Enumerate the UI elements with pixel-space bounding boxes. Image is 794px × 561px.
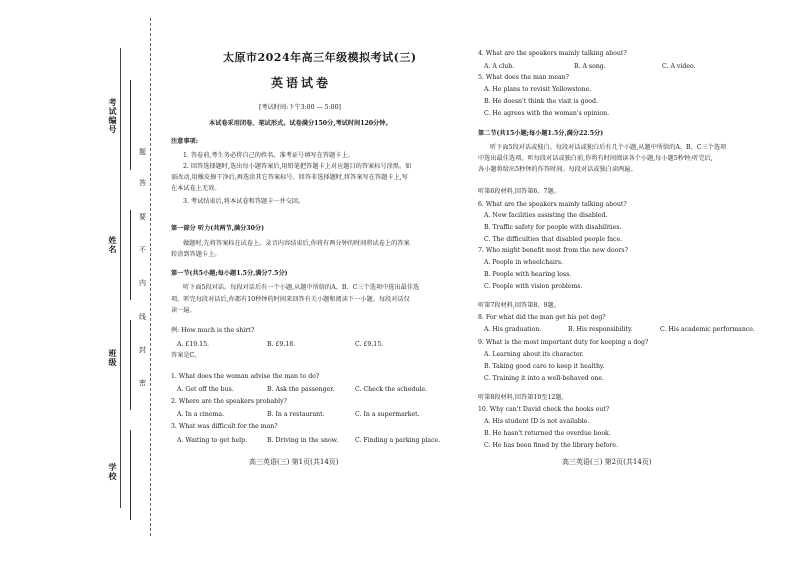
question-text: 5. What does the man mean? — [478, 74, 569, 81]
section1-description: 听下面5段对话。每段对话后有一个小题,从题中所给的A、B、C三个选项中选出最佳选 — [183, 284, 420, 291]
option-c: C. His academic performance. — [660, 326, 755, 333]
section1-description: 项。听完每段对话后,你都有10秒钟的时间来回答有关小题和阅读下一小题。每段对话仅 — [171, 296, 410, 303]
option-b: B. People with hearing loss. — [484, 271, 572, 278]
option-b: B. His responsibility. — [568, 326, 633, 333]
seal-char: 线 — [139, 313, 146, 321]
option-a: A. Learning about its character. — [484, 351, 584, 358]
seal-char: 封 — [139, 346, 146, 354]
notice-line: 需改动,用橡皮擦干净后,再选涂其它答案标号。回答非选择题时,将答案写在答题卡上,写 — [171, 174, 408, 181]
page-footer: 高三英语(三) 第1页(共14页) — [249, 458, 339, 466]
option-a: A. In a cinema. — [177, 411, 225, 418]
section1-title: 第一节(共5小题;每小题1.5分,满分7.5分) — [171, 270, 288, 277]
name-line — [130, 210, 131, 300]
option-a: A. A club. — [484, 63, 515, 70]
question-text: 3. What was difficult for the man? — [171, 423, 278, 430]
option-a: A. Waiting to get help. — [177, 437, 248, 444]
example-option: B. £9.18. — [267, 341, 296, 348]
notice-line: 在本试卷上无效。 — [171, 185, 221, 192]
option-a: A. People in wheelchairs. — [484, 259, 563, 266]
exam-title: 太原市2024年高三年级模拟考试(三) — [223, 51, 417, 64]
seal-char: 要 — [139, 213, 146, 221]
option-c: C. In a supermarket. — [355, 411, 420, 418]
section2-description: 听下面5段对话或独白。每段对话或独白后有几个小题,从题中所给的A、B、C三个选项 — [490, 144, 727, 151]
name-label: 姓名 — [108, 236, 118, 254]
option-b: B. Driving in the snow. — [267, 437, 339, 444]
class-label: 班级 — [108, 349, 118, 367]
subject-title: 英语试卷 — [271, 76, 332, 90]
option-c: C. The difficulties that disabled people face. — [484, 236, 623, 243]
seal-dashed-line — [150, 18, 151, 536]
class-line — [130, 320, 131, 410]
option-a: A. His graduation. — [484, 326, 542, 333]
question-text: 6. What are the speakers mainly talking about? — [478, 201, 627, 208]
option-b: B. He hasn't returned the overdue book. — [484, 430, 611, 437]
option-b: B. Ask the passenger. — [267, 386, 335, 393]
question-text: 7. Who might benefit most from the new doors? — [478, 247, 628, 254]
part1-description: 做题时,先将答案标在试卷上。录音内容结束后,你将有两分钟的时间将试卷上的答案 — [183, 240, 410, 247]
seal-char: 题 — [139, 148, 146, 156]
section2-title: 第二节(共15小题;每小题1.5分,满分22.5分) — [478, 130, 604, 137]
option-c: C. People with vision problems. — [484, 283, 583, 290]
margin-rule — [120, 48, 121, 508]
question-text: 10. Why can't David check the books out? — [478, 406, 610, 413]
example-option: A. £19.15. — [177, 341, 210, 348]
exam-number-line — [130, 80, 131, 170]
option-a: A. His student ID is not available. — [484, 418, 590, 425]
option-b: B. A song. — [574, 63, 606, 70]
material-label: 听第7段材料,回答第8、9题。 — [478, 302, 560, 309]
binding-margin — [0, 0, 160, 561]
option-a: A. Get off the bus. — [177, 386, 234, 393]
part1-description: 转涂到答题卡上。 — [171, 251, 221, 258]
question-text: 8. For what did the man get his pet dog? — [478, 314, 606, 321]
option-c: C. He has been fined by the library before. — [484, 442, 618, 449]
part1-title: 第一部分 听力(共两节,满分30分) — [171, 225, 265, 232]
seal-char: 内 — [139, 279, 146, 287]
option-c: C. He agrees with the woman's opinion. — [484, 110, 610, 117]
seal-char: 不 — [139, 246, 146, 254]
option-b: B. He doesn't think the visit is good. — [484, 98, 598, 105]
option-a: A. He plans to revisit Yellowstone. — [484, 86, 592, 93]
material-label: 听第8段材料,回答第10至12题。 — [478, 394, 568, 401]
page-footer: 高三英语(三) 第2页(共14页) — [562, 458, 652, 466]
question-text: 2. Where are the speakers probably? — [171, 398, 287, 405]
notice-line: 2. 回答选择题时,选出每小题答案后,用铅笔把答题卡上对应题目的答案标号涂黑。如 — [183, 163, 412, 170]
school-label: 学校 — [108, 463, 118, 481]
option-b: B. Traffic safety for people with disabilities. — [484, 224, 622, 231]
example-question: 例: How much is the shirt? — [171, 327, 255, 334]
option-b: B. In a restaurant. — [267, 411, 325, 418]
exam-time: [考试时间:下午3:00 — 5:00] — [259, 104, 341, 111]
option-c: C. Check the schedule. — [355, 386, 427, 393]
exam-description: 本试卷采用闭卷、笔试形式。试卷满分150分,考试时间120分钟。 — [209, 120, 392, 127]
option-c: C. Finding a parking place. — [355, 437, 441, 444]
notice-title: 注意事项: — [171, 138, 199, 145]
seal-char: 密 — [139, 379, 146, 387]
option-a: A. New facilities assisting the disabled. — [484, 212, 608, 219]
seal-char: 答 — [139, 179, 146, 187]
exam-number-label: 考试编号 — [108, 98, 118, 134]
section2-description: 中选出最佳选项。听每段对话或独白前,你将有时间阅读各个小题,每小题5秒钟;听完后, — [478, 155, 713, 162]
option-b: B. Taking good care to keep it healthy. — [484, 363, 605, 370]
question-text: 1. What does the woman advise the man to do? — [171, 373, 320, 380]
section1-description: 读一遍。 — [171, 307, 196, 314]
option-c: C. Training it into a well-behaved one. — [484, 375, 605, 382]
question-text: 9. What is the most important duty for keeping a dog? — [478, 339, 649, 346]
notice-line: 3. 考试结束后,将本试卷和答题卡一并交回。 — [183, 198, 305, 205]
option-c: C. A video. — [662, 63, 696, 70]
example-answer: 答案是C。 — [171, 352, 201, 359]
example-option: C. £9.15. — [355, 341, 384, 348]
section2-description: 各小题将给出5秒钟的作答时间。每段对话或独白读两遍。 — [478, 166, 637, 173]
notice-line: 1. 答卷前,考生务必将自己的姓名、准考证号填写在答题卡上。 — [183, 152, 354, 159]
material-label: 听第6段材料,回答第6、7题。 — [478, 188, 560, 195]
school-line — [130, 430, 131, 520]
question-text: 4. What are the speakers mainly talking about? — [478, 50, 627, 57]
